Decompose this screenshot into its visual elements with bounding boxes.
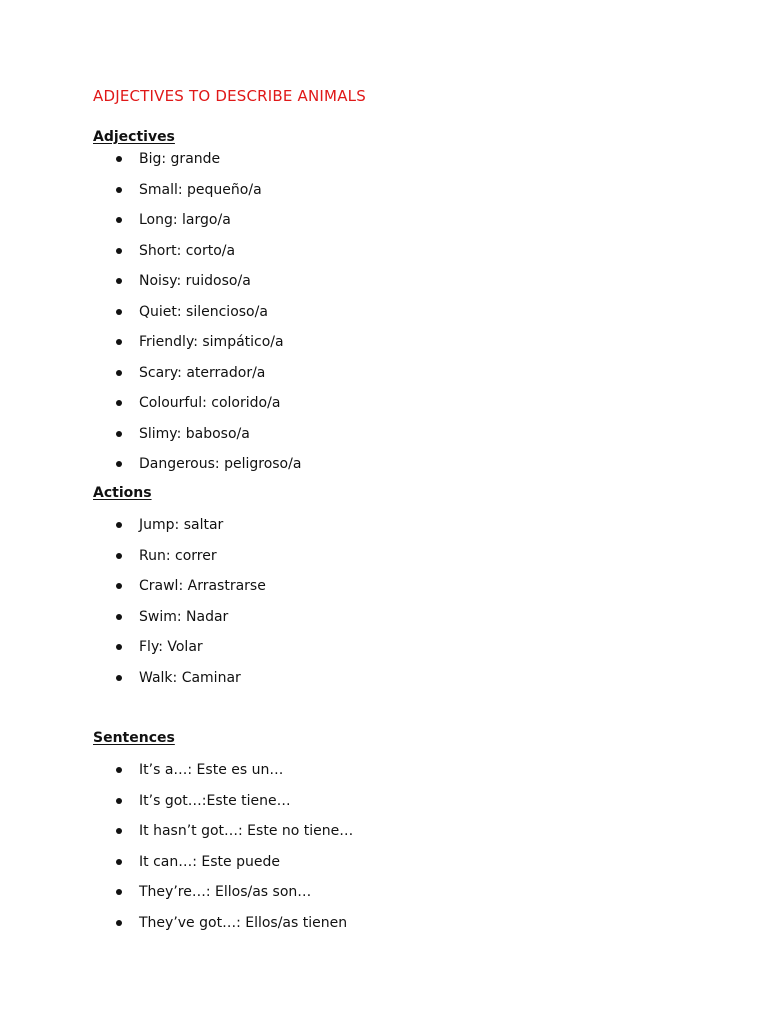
bullet-icon xyxy=(116,767,122,773)
list-item xyxy=(0,791,768,822)
section-heading-actions: Actions xyxy=(93,485,152,501)
bullet-icon xyxy=(116,278,122,284)
section-heading-adjectives: Adjectives xyxy=(93,129,175,145)
sentences-list xyxy=(0,760,768,943)
list-item xyxy=(0,424,768,455)
bullet-icon xyxy=(116,339,122,345)
bullet-icon xyxy=(116,431,122,437)
list-item xyxy=(0,332,768,363)
bullet-icon xyxy=(116,644,122,650)
list-item xyxy=(0,363,768,394)
bullet-icon xyxy=(116,461,122,467)
bullet-icon xyxy=(116,859,122,865)
bullet-icon xyxy=(116,248,122,254)
list-item-text: Scary: aterrador/a xyxy=(139,364,266,381)
list-item xyxy=(0,271,768,302)
list-item xyxy=(0,637,768,668)
bullet-icon xyxy=(116,828,122,834)
list-item-text: Swim: Nadar xyxy=(139,608,229,625)
bullet-icon xyxy=(116,920,122,926)
bullet-icon xyxy=(116,156,122,162)
list-item-text: It’s a…: Este es un… xyxy=(139,762,284,778)
list-item-text: Long: largo/a xyxy=(139,212,231,228)
adjectives-list xyxy=(0,149,768,485)
bullet-icon xyxy=(116,889,122,895)
bullet-icon xyxy=(116,522,122,528)
list-item xyxy=(0,393,768,424)
list-item-text: Friendly: simpático/a xyxy=(139,334,284,350)
list-item xyxy=(0,241,768,272)
list-item-text: It’s got…:Este tiene… xyxy=(139,792,291,809)
list-item xyxy=(0,180,768,211)
bullet-icon xyxy=(116,309,122,315)
list-item-text: Run: correr xyxy=(139,547,217,564)
bullet-icon xyxy=(116,187,122,193)
list-item xyxy=(0,302,768,333)
list-item-text: It can…: Este puede xyxy=(139,853,280,870)
list-item xyxy=(0,852,768,883)
list-item xyxy=(0,149,768,180)
list-item xyxy=(0,607,768,638)
list-item-text: Dangerous: peligroso/a xyxy=(139,456,302,472)
list-item-text: Big: grande xyxy=(139,151,221,167)
list-item-text: Short: corto/a xyxy=(139,242,236,259)
list-item xyxy=(0,546,768,577)
bullet-icon xyxy=(116,583,122,589)
bullet-icon xyxy=(116,370,122,376)
list-item xyxy=(0,515,768,546)
list-item xyxy=(0,668,768,699)
list-item xyxy=(0,210,768,241)
bullet-icon xyxy=(116,553,122,559)
bullet-icon xyxy=(116,400,122,406)
list-item-text: They’ve got…: Ellos/as tienen xyxy=(139,914,348,931)
list-item-text: Slimy: baboso/a xyxy=(139,425,250,442)
list-item-text: Small: pequeño/a xyxy=(139,181,262,198)
list-item-text: They’re…: Ellos/as son… xyxy=(139,884,312,900)
list-item-text: Jump: saltar xyxy=(139,517,224,533)
list-item xyxy=(0,882,768,913)
bullet-icon xyxy=(116,217,122,223)
bullet-icon xyxy=(116,798,122,804)
list-item-text: Fly: Volar xyxy=(139,639,203,655)
list-item xyxy=(0,760,768,791)
list-item xyxy=(0,913,768,944)
list-item xyxy=(0,576,768,607)
list-item-text: Colourful: colorido/a xyxy=(139,395,281,411)
section-heading-sentences: Sentences xyxy=(93,730,175,746)
list-item-text: It hasn’t got…: Este no tiene… xyxy=(139,823,354,839)
list-item xyxy=(0,454,768,485)
document-title: ADJECTIVES TO DESCRIBE ANIMALS xyxy=(93,87,366,105)
list-item-text: Noisy: ruidoso/a xyxy=(139,273,251,289)
bullet-icon xyxy=(116,614,122,620)
list-item-text: Crawl: Arrastrarse xyxy=(139,578,266,594)
list-item-text: Quiet: silencioso/a xyxy=(139,303,268,320)
actions-list xyxy=(0,515,768,698)
list-item-text: Walk: Caminar xyxy=(139,669,241,686)
bullet-icon xyxy=(116,675,122,681)
list-item xyxy=(0,821,768,852)
